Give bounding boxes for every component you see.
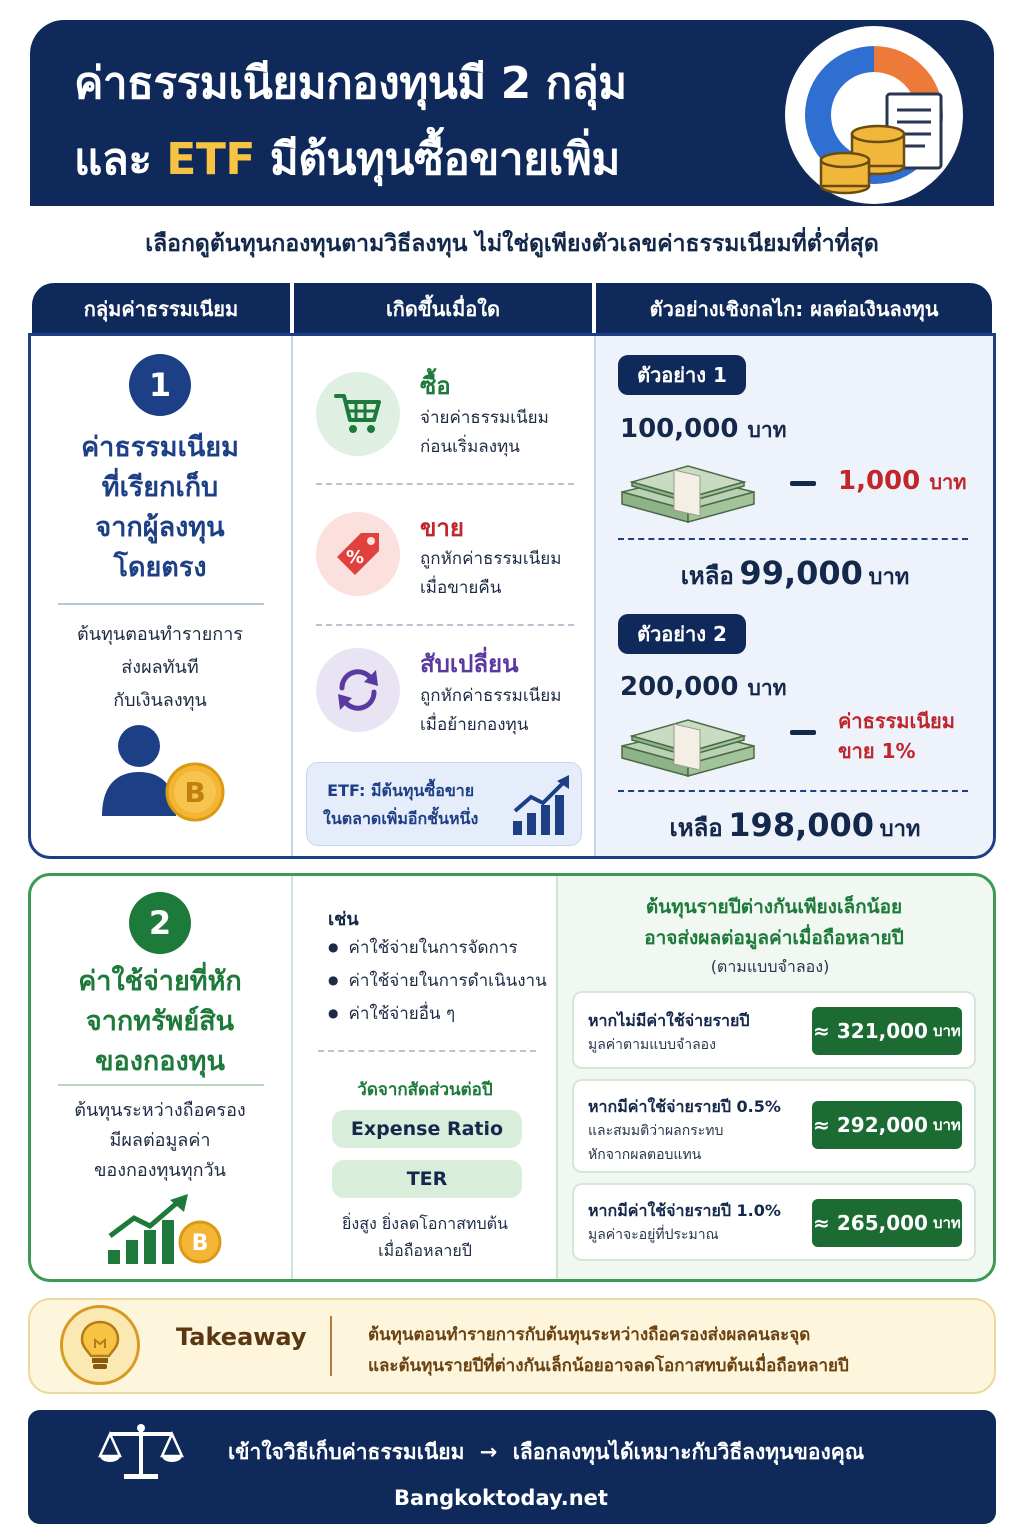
growth-chart-icon	[511, 773, 573, 841]
scenario-desc-line: และสมมติว่าผลกระทบ	[588, 1123, 724, 1139]
group2-desc-line: ของกองทุนทุกวัน	[94, 1160, 226, 1181]
remain-unit: บาท	[868, 565, 910, 590]
measure-note	[294, 1210, 556, 1264]
title-etf-highlight: ETF	[166, 134, 255, 185]
scenario-card	[572, 1183, 976, 1261]
col-header-group: กลุ่มค่าธรรมเนียม	[32, 283, 290, 335]
divider	[58, 1084, 264, 1086]
event-desc-line: เมื่อขายคืน	[420, 578, 502, 598]
group1-desc-line: ส่งผลทันที	[121, 657, 199, 678]
value-number: ≈ 292,000	[813, 1113, 928, 1137]
etf-note-box	[306, 762, 582, 846]
example1-amount	[620, 414, 786, 447]
expense-bullet: ● ค่าใช้จ่ายในการดำเนินงาน	[328, 967, 547, 994]
expense-bullet: ● ค่าใช้จ่ายอื่น ๆ	[328, 1000, 455, 1027]
group2-description	[40, 1096, 280, 1186]
example2-amount	[620, 672, 786, 705]
example2-remain	[600, 806, 990, 847]
scenario-desc	[588, 1033, 716, 1057]
event-desc-line: จ่ายค่าธรรมเนียม	[420, 408, 549, 428]
scenario-desc	[588, 1119, 723, 1167]
lightbulb-icon	[60, 1305, 140, 1385]
simulation-title	[558, 892, 990, 954]
event-switch-desc	[420, 682, 561, 740]
title-line-2	[74, 124, 620, 194]
scenario-value	[812, 1199, 962, 1247]
remain-label: เหลือ	[680, 562, 734, 590]
measure-label: วัดจากสัดส่วนต่อปี	[357, 1080, 493, 1100]
simulation-title-line: อาจส่งผลต่อมูลค่าเมื่อถือหลายปี	[644, 927, 904, 949]
event-desc-line: เมื่อย้ายกองทุน	[420, 715, 529, 735]
takeaway-label: Takeaway	[176, 1323, 307, 1351]
coins-document-icon	[785, 26, 963, 204]
arrow-right-icon: →	[479, 1440, 498, 1464]
switch-arrows-icon	[316, 648, 400, 732]
col-header-when: เกิดขึ้นเมื่อใด	[294, 283, 592, 335]
example2-label: ตัวอย่าง 2	[618, 614, 746, 654]
takeaway-line: ต้นทุนตอนทำรายการกับต้นทุนระหว่างถือครองส่งผลคนละจุด	[368, 1325, 811, 1345]
group2-title-line: ของกองทุน	[95, 1046, 225, 1077]
group1-desc-line: ต้นทุนตอนทำรายการ	[77, 624, 243, 645]
takeaway-text	[368, 1320, 849, 1382]
value-unit: บาท	[932, 1116, 961, 1134]
scenario-value	[812, 1101, 962, 1149]
title-prefix: และ	[74, 134, 152, 185]
example1-label: ตัวอย่าง 1	[618, 355, 746, 395]
group1-title-line: จากผู้ลงทุน	[95, 512, 225, 543]
divider	[316, 483, 574, 485]
example2-fee	[838, 706, 955, 766]
event-sell-desc	[420, 545, 561, 603]
value-unit: บาท	[932, 1022, 961, 1040]
remain-value: 198,000	[728, 806, 875, 844]
divider	[318, 1050, 536, 1052]
scenario-desc	[588, 1223, 719, 1247]
group1-title-line: โดยตรง	[113, 552, 207, 583]
value-number: ≈ 265,000	[813, 1211, 928, 1235]
takeaway-line: และต้นทุนรายปีที่ต่างกันเล็กน้อยอาจลดโอกาสทบต้นเมื่อถือหลายปี	[368, 1356, 849, 1376]
group1-desc-line: กับเงินลงทุน	[113, 690, 207, 711]
minus-sign	[790, 481, 816, 486]
remain-value: 99,000	[739, 554, 863, 592]
col-header-example: ตัวอย่างเชิงกลไก: ผลต่อเงินลงทุน	[596, 283, 992, 335]
divider	[316, 624, 574, 626]
remain-label: เหลือ	[669, 814, 723, 842]
scenario-title: หากมีค่าใช้จ่ายรายปี 0.5%	[588, 1097, 781, 1116]
expense-bullet: ● ค่าใช้จ่ายในการจัดการ	[328, 934, 518, 961]
scenario-desc-line: มูลค่าจะอยู่ที่ประมาณ	[588, 1227, 719, 1243]
subtitle: เลือกดูต้นทุนกองทุนตามวิธีลงทุน ไม่ใช่ดูเพียงตัวเลขค่าธรรมเนียมที่ต่ำที่สุด	[145, 231, 879, 257]
scales-icon	[98, 1420, 184, 1486]
event-desc-line: ถูกหักค่าธรรมเนียม	[420, 549, 562, 569]
divider	[618, 538, 968, 540]
investor-coin-icon	[96, 722, 230, 822]
group1-title-line: ค่าธรรมเนียม	[81, 432, 239, 463]
divider	[330, 1316, 332, 1376]
amount-unit: บาท	[747, 418, 787, 442]
svg-text:%: %	[345, 547, 365, 568]
footer-message	[228, 1436, 864, 1469]
divider	[291, 336, 293, 856]
event-sell-title: ขาย	[420, 514, 464, 542]
footer-right-text: เลือกลงทุนได้เหมาะกับวิธีลงทุนของคุณ	[512, 1440, 865, 1464]
event-desc-line: ก่อนเริ่มลงทุน	[420, 437, 520, 457]
fee-line: ขาย 1%	[838, 739, 916, 763]
group2-desc-line: มีผลต่อมูลค่า	[109, 1130, 211, 1151]
amount-unit: บาท	[747, 676, 787, 700]
fee-value: 1,000	[838, 466, 921, 496]
ter-pill: TER	[332, 1160, 522, 1198]
title-suffix: มีต้นทุนซื้อขายเพิ่ม	[269, 134, 620, 185]
scenario-title: หากไม่มีค่าใช้จ่ายรายปี	[588, 1011, 750, 1030]
scenario-title: หากมีค่าใช้จ่ายรายปี 1.0%	[588, 1201, 781, 1220]
scenario-desc-line: มูลค่าตามแบบจำลอง	[588, 1037, 716, 1053]
svg-text:B: B	[184, 776, 206, 809]
divider	[58, 603, 264, 605]
scenario-card	[572, 991, 976, 1069]
event-buy-desc	[420, 404, 549, 462]
value-number: ≈ 321,000	[813, 1019, 928, 1043]
amount-value: 100,000	[620, 414, 739, 444]
group1-number-badge: 1	[129, 354, 191, 416]
group2-title-line: ค่าใช้จ่ายที่หัก	[78, 966, 242, 997]
simulation-note: (ตามแบบจำลอง)	[710, 957, 830, 976]
minus-sign	[790, 730, 816, 735]
scenario-card	[572, 1079, 976, 1173]
divider	[291, 876, 293, 1279]
cash-stack-icon	[618, 452, 758, 528]
amount-value: 200,000	[620, 672, 739, 702]
remain-unit: บาท	[879, 817, 921, 842]
scenario-desc-line: หักจากผลตอบแทน	[588, 1147, 702, 1163]
group2-title	[40, 962, 280, 1082]
header-banner	[30, 20, 994, 206]
growth-bitcoin-icon	[104, 1190, 224, 1270]
group2-number-badge: 2	[129, 892, 191, 954]
cart-icon	[316, 372, 400, 456]
event-switch-title: สับเปลี่ยน	[420, 650, 519, 678]
footer-site: Bangkoktoday.net	[394, 1486, 608, 1510]
title-line-1: ค่าธรรมเนียมกองทุนมี 2 กลุ่ม	[74, 58, 627, 109]
value-unit: บาท	[932, 1214, 961, 1232]
etf-note-line: ETF: มีต้นทุนซื้อขาย	[327, 781, 475, 800]
etf-note-text	[323, 777, 478, 833]
measure-note-line: เมื่อถือหลายปี	[378, 1241, 472, 1260]
group1-title-line: ที่เรียกเก็บ	[101, 472, 219, 503]
group2-title-line: จากทรัพย์สิน	[85, 1006, 235, 1037]
scenario-value	[812, 1007, 962, 1055]
event-desc-line: ถูกหักค่าธรรมเนียม	[420, 686, 562, 706]
simulation-title-line: ต้นทุนรายปีต่างกันเพียงเล็กน้อย	[645, 896, 903, 918]
expense-ratio-pill: Expense Ratio	[332, 1110, 522, 1148]
fee-line: ค่าธรรมเนียม	[838, 709, 955, 733]
example1-remain	[600, 554, 990, 595]
svg-text:B: B	[191, 1231, 209, 1256]
group1-title	[40, 428, 280, 588]
measure-note-line: ยิ่งสูง ยิ่งลดโอกาสทบต้น	[342, 1214, 508, 1233]
cash-stack-icon	[618, 706, 758, 782]
price-tag-icon	[316, 512, 400, 596]
footer-banner	[28, 1410, 996, 1524]
event-buy-title: ซื้อ	[420, 372, 451, 400]
footer-left-text: เข้าใจวิธีเก็บค่าธรรมเนียม	[228, 1440, 465, 1464]
group1-description	[40, 618, 280, 717]
group2-desc-line: ต้นทุนระหว่างถือครอง	[74, 1100, 246, 1121]
fee-unit: บาท	[929, 470, 967, 494]
divider	[618, 790, 968, 792]
divider	[594, 336, 596, 856]
etf-note-line: ในตลาดเพิ่มอีกชั้นหนึ่ง	[323, 809, 479, 828]
examples-label: เช่น	[328, 909, 359, 930]
example1-fee	[838, 466, 966, 498]
